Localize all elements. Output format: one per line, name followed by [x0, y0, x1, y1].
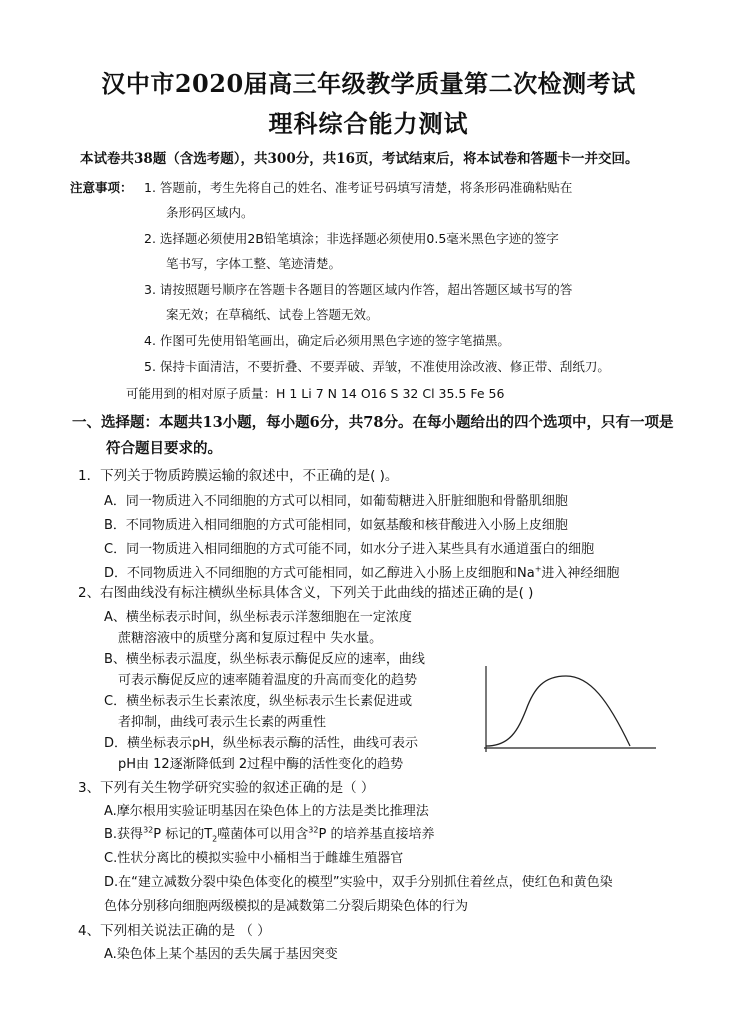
question-1-stem: 1．下列关于物质跨膜运输的叙述中，不正确的是( )。 [78, 468, 399, 484]
note-3-line2: 案无效；在草稿纸、试卷上答题无效。 [166, 307, 379, 322]
question-3-option-d: D.在“建立减数分裂中染色体变化的模型”实验中，双手分别抓住着丝点，使红色和黄色染 [104, 875, 613, 890]
question-1-option-d-text: D．不同物质进入不同细胞的方式可能相同，如乙醇进入小肠上皮细胞和Na [104, 566, 535, 581]
question-3-option-c: C.性状分离比的模拟实验中小桶相当于雌雄生殖器官 [104, 851, 404, 866]
question-4-option-a: A.染色体上某个基因的丢失属于基因突变 [104, 947, 338, 962]
note-2-line2: 笔书写，字体工整、笔迹清楚。 [166, 256, 342, 271]
question-4-stem: 4、下列相关说法正确的是 （ ） [78, 923, 271, 939]
question-3-option-b-text-2: P 标记的T [153, 827, 213, 842]
question-2-option-a-cont: 蔗糖溶液中的质壁分离和复原过程中 失水量。 [118, 631, 383, 646]
question-1-option-b: B．不同物质进入相同细胞的方式可能相同，如氨基酸和核苷酸进入小肠上皮细胞 [104, 518, 568, 533]
exam-intro: 本试卷共38题（含选考题），共300分，共16页，考试结束后，将本试卷和答题卡一并交回。 [80, 151, 639, 167]
superscript: + [534, 564, 542, 574]
question-2-option-d-cont: pH由 12逐渐降低到 2过程中酶的活性变化的趋势 [118, 757, 404, 772]
question-1-option-c: C．同一物质进入相同细胞的方式可能不同，如水分子进入某些具有水通道蛋白的细胞 [104, 542, 595, 557]
subscript: 2 [212, 834, 218, 844]
question-2-option-b-cont: 可表示酶促反应的速率随着温度的升高而变化的趋势 [118, 673, 418, 688]
curve-graph [480, 660, 660, 760]
superscript: 32 [308, 825, 319, 835]
question-2-option-b: B、横坐标表示温度，纵坐标表示酶促反应的速率，曲线 [104, 652, 425, 667]
question-3-option-b [104, 823, 434, 844]
question-2-option-a: A、横坐标表示时间，纵坐标表示洋葱细胞在一定浓度 [104, 610, 412, 625]
question-3-option-b-text-4: P 的培养基直接培养 [318, 827, 435, 842]
note-1-line1: 1. 答题前，考生先将自己的姓名、准考证号码填写清楚，将条形码准确粘贴在 [144, 180, 573, 195]
question-3-option-d-cont: 色体分别移向细胞两级模拟的是减数第二分裂后期染色体的行为 [104, 899, 469, 914]
superscript: 32 [143, 825, 154, 835]
question-1-option-a: A．同一物质进入不同细胞的方式可以相同，如葡萄糖进入肝脏细胞和骨骼肌细胞 [104, 494, 568, 509]
question-2-stem: 2、右图曲线没有标注横纵坐标具体含义，下列关于此曲线的描述正确的是( ) [78, 585, 534, 601]
question-2-option-d: D．横坐标表示pH，纵坐标表示酶的活性，曲线可表示 [104, 736, 419, 751]
question-3-option-a: A.摩尔根用实验证明基因在染色体上的方法是类比推理法 [104, 804, 429, 819]
curve-line [486, 676, 630, 746]
note-2-line1: 2. 选择题必须使用2B铅笔填涂；非选择题必须使用0.5毫米黑色字迹的签字 [144, 231, 559, 246]
page-title: 汉中市2020届高三年级教学质量第二次检测考试 [101, 69, 636, 98]
note-3-line1: 3. 请按照题号顺序在答题卡各题目的答题区域内作答，超出答题区域书写的答 [144, 282, 573, 297]
question-2-option-c-cont: 者抑制，曲线可表示生长素的两重性 [118, 715, 327, 730]
question-3-option-b-text-3: 噬菌体可以用含 [217, 827, 309, 842]
notes-label: 注意事项： [70, 180, 133, 195]
question-2-option-c: C．横坐标表示生长素浓度，纵坐标表示生长素促进或 [104, 694, 413, 709]
page-subtitle: 理科综合能力测试 [268, 109, 469, 138]
atomic-masses: 可能用到的相对原子质量：H 1 Li 7 N 14 O16 S 32 Cl 35.5 Fe 56 [126, 386, 505, 401]
question-3-option-b-text: B.获得 [104, 827, 144, 842]
question-3-stem: 3、下列有关生物学研究实验的叙述正确的是（ ） [78, 780, 375, 796]
section-1-heading: 一、选择题：本题共13小题，每小题6分，共78分。在每小题给出的四个选项中，只有一项是 [72, 414, 674, 431]
question-1-option-d-text-end: 进入神经细胞 [541, 566, 620, 581]
question-1-option-d [104, 562, 619, 581]
note-5: 5. 保持卡面清洁，不要折叠、不要弄破、弄皱，不准使用涂改液、修正带、刮纸刀。 [144, 359, 610, 374]
note-4: 4. 作图可先使用铅笔画出，确定后必须用黑色字迹的签字笔描黑。 [144, 333, 510, 348]
note-1-line2: 条形码区域内。 [166, 205, 254, 220]
section-1-heading-cont: 符合题目要求的。 [106, 440, 222, 457]
